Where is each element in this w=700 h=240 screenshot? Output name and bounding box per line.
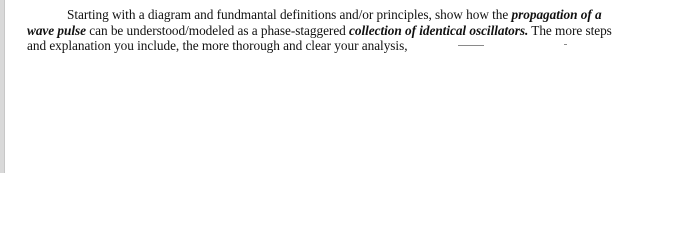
- prompt-paragraph: [27, 7, 687, 54]
- scan-artifact-dot: [564, 44, 567, 45]
- emphasis-propagation: propagation of a: [511, 7, 602, 22]
- prompt-text-2: can be understood/modeled as a phase-staggered: [85, 22, 350, 38]
- prompt-text-4: and explanation you include, the more thorough and clear your analysis,: [27, 38, 408, 53]
- emphasis-collection-of-oscillators: collection of identical oscillators.: [349, 22, 529, 38]
- scan-artifact-mark: [458, 45, 484, 46]
- prompt-text-3: The more steps: [528, 22, 612, 38]
- page-left-edge: [0, 0, 5, 173]
- emphasis-wave-pulse: wave pulse: [27, 22, 86, 38]
- prompt-text-1: Starting with a diagram and fundmantal definitions and/or principles, show how the: [67, 7, 512, 22]
- document-body: [27, 7, 687, 54]
